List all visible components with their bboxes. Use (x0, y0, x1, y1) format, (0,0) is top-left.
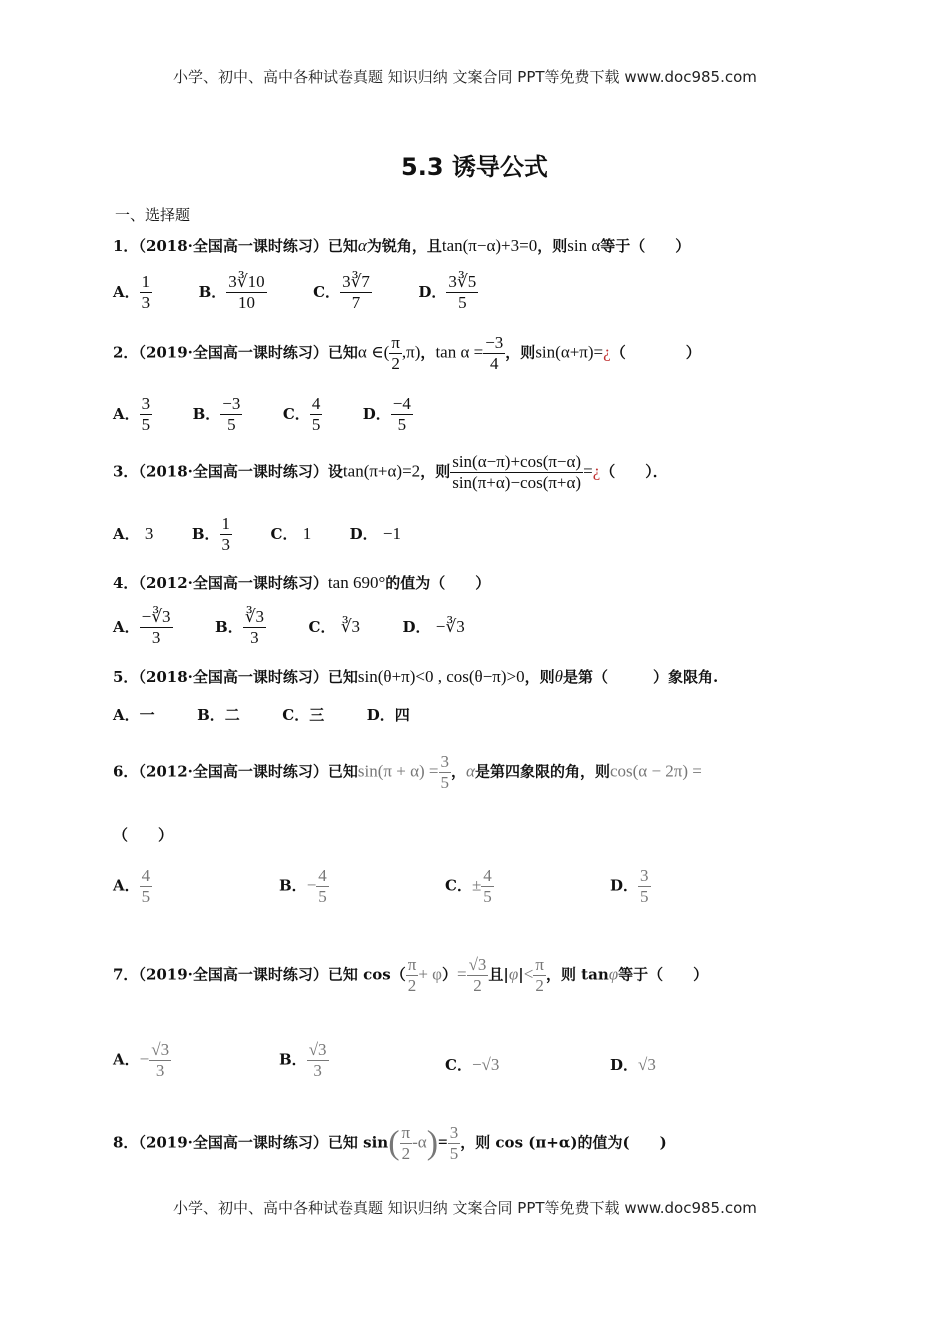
option-c: C． $\frac{4}{5}$ (282, 394, 321, 434)
page-footer: 小学、初中、高中各种试卷真题 知识归纳 文案合同 PPT等免费下载 www.doc985.com (173, 1199, 757, 1217)
question-8: 8．（2019·全国高一课时练习）已知 sin( $\frac{\pi}{2}$ -α)= $\frac{3}{5}$ ，则 cos (π+α)的值为( ) (113, 1123, 667, 1163)
option-a: A． $\frac{-∛3}{3}$ (113, 607, 171, 647)
question-number: 2． (113, 343, 139, 362)
page-title: 5.3 诱导公式 (401, 153, 548, 181)
option-a: A．一 (113, 706, 155, 724)
question-6: 6．（2012·全国高一课时练习）已知sin(π + α) = $\frac{3}{5}$ ，α是第四象限的角，则cos(α − 2π) = (113, 752, 702, 792)
option-b: B．− $\frac{4}{5}$ (279, 866, 327, 906)
question-3-options (113, 514, 401, 555)
option-b: B． $\frac{1}{3}$ (191, 514, 231, 554)
question-5-options (113, 704, 410, 725)
option-d: D． −∛3 (402, 616, 465, 636)
option-d: D． $\frac{3∛5}{5}$ (418, 272, 477, 312)
option-a: A． $\frac{3}{5}$ (113, 394, 151, 434)
option-b: B．二 (197, 706, 240, 724)
option-b: B． $\frac{-3}{5}$ (192, 394, 241, 434)
page-header: 小学、初中、高中各种试卷真题 知识归纳 文案合同 PPT等免费下载 www.doc985.com (173, 68, 757, 86)
option-c: C．−√3 (445, 1055, 500, 1074)
question-4-options (113, 607, 465, 648)
option-a: A． 3 (113, 523, 154, 543)
option-c: C．± $\frac{4}{5}$ (445, 866, 492, 906)
section-heading: 一、选择题 (115, 206, 191, 224)
question-number: 6． (113, 762, 139, 781)
option-b: B． $\frac{√3}{3}$ (279, 1040, 327, 1080)
question-2-options (113, 394, 413, 435)
question-number: 7． (113, 965, 139, 984)
question-number: 1． (113, 237, 139, 255)
option-c: C． ∛3 (308, 616, 361, 636)
option-d: D．四 (366, 706, 410, 724)
question-6-answer-paren: （ ） (113, 826, 174, 844)
option-a: A．− $\frac{√3}{3}$ (113, 1040, 170, 1080)
option-d: D． $\frac{-4}{5}$ (362, 394, 411, 434)
option-c: C．三 (282, 706, 325, 724)
option-a: A． $\frac{1}{3}$ (113, 272, 151, 312)
option-d: D． $\frac{3}{5}$ (610, 866, 649, 906)
question-number: 3． (113, 462, 139, 481)
option-a: A． $\frac{4}{5}$ (113, 866, 151, 906)
question-7: 7．（2019·全国高一课时练习）已知 cos（ $\frac{\pi}{2}$ + φ）= $\frac{√3}{2}$ 且|φ|< $\frac{\pi}{2}$ ，则 tanφ等于（ ） (113, 955, 709, 995)
option-d: D． −1 (349, 523, 401, 543)
question-2: 2．（2019·全国高一课时练习）已知α ∈( $\frac{\pi}{2}$ ,π)，tan α = $\frac{-3}{4}$ ，则sin(α+π)=¿（ ） (113, 333, 701, 373)
question-number: 4． (113, 574, 139, 592)
option-b: B． $\frac{3∛10}{10}$ (198, 272, 265, 312)
option-c: C． $\frac{3∛7}{7}$ (313, 272, 370, 312)
question-5: 5．（2018·全国高一课时练习）已知sin(θ+π)<0 , cos(θ−π)>0，则θ是第（ ）象限角. (113, 667, 719, 686)
question-number: 5． (113, 668, 139, 686)
option-c: C． 1 (270, 523, 312, 543)
question-3: 3．（2018·全国高一课时练习）设tan(π+α)=2，则 $\frac{\sin(\alpha-\pi)+\cos(\pi-\alpha)}{\sin(\pi+\alpha)-\cos(\pi+\alpha)}$ =¿（ ）． (113, 452, 668, 492)
question-4: 4．（2012·全国高一课时练习）tan 690°的值为（ ） (113, 573, 491, 592)
option-d: D．√3 (610, 1055, 656, 1074)
question-number: 8． (113, 1133, 139, 1152)
option-b: B． $\frac{∛3}{3}$ (215, 607, 265, 647)
question-1-options (113, 272, 478, 313)
question-1: 1．（2018·全国高一课时练习）已知α为锐角，且tan(π−α)+3=0，则sin α等于（ ） (113, 236, 691, 255)
